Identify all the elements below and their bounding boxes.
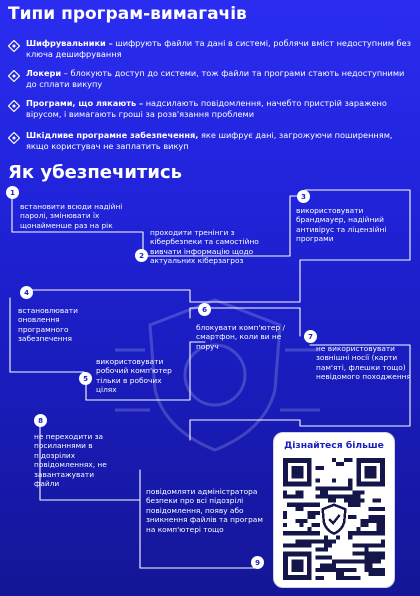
qr-code-icon[interactable] [283,458,385,580]
step-number: 4 [20,286,33,299]
type-term: Локери [26,68,62,78]
step-number: 5 [79,372,92,385]
step-text: не використовувати зовнішні носії (карти пам'яті, флешки тощо) невідомого походження [316,344,411,382]
type-desc: надсилають повідомлення, начебто пристрій заражено вірусом, і вимагають гроші за розв'язання проблеми [26,98,387,119]
how-heading: Як убезпечитись [8,162,183,183]
step-number: 8 [34,414,47,427]
step-number: 3 [297,190,310,203]
step-text: використовувати робочий комп'ютер тільки в робочих цілях [96,357,172,395]
step-number: 2 [135,249,148,262]
type-term: Шифрувальники – [26,38,113,48]
qr-title: Дізнайтеся більше [284,440,384,451]
step-text: блокувати комп'ютер /смартфон, коли ви не поруч [196,323,286,351]
step-text: встановлювати оновлення програмного забезпечення [18,306,78,344]
step-text: використовувати брандмауер, надійний антивірус та ліцензійні програми [296,206,387,244]
type-desc: яке шифрує дані, загрожуючи поширенням, якщо користувач не заплатить викуп [26,130,393,151]
step-number: 7 [304,330,317,343]
step-number: 1 [6,186,19,199]
step-number: 9 [251,556,264,569]
types-heading: Типи програм-вимагачів [8,4,247,24]
step-text: повідомляти адміністратора безпеки про всі підозрілі повідомлення, появу або зникнення файлів та програм на комп'ютері тощо [146,487,263,534]
type-term: Шкідливе програмне забезпечення, [26,130,199,140]
type-desc: – блокують доступ до системи, тож файли та програми стають недоступними до сплати викупу [26,68,405,89]
step-text: встановити всюди надійні паролі, змінювати їх щонайменше раз на рік [20,202,123,230]
step-text: проходити тренінги з кібербезпеки та самостійно вивчати інформацію щодо актуальних кіберзагроз [150,228,259,266]
step-text: не переходити за посиланнями в підозрілих повідомленнях, не завантажувати файли [34,432,107,489]
type-term: Програми, що лякають – [26,98,144,108]
step-number: 6 [198,303,211,316]
qr-card[interactable] [273,432,395,588]
type-desc: шифрують файли та дані в системі, роблячи вміст недоступним без ключа дешифрування [26,38,411,59]
